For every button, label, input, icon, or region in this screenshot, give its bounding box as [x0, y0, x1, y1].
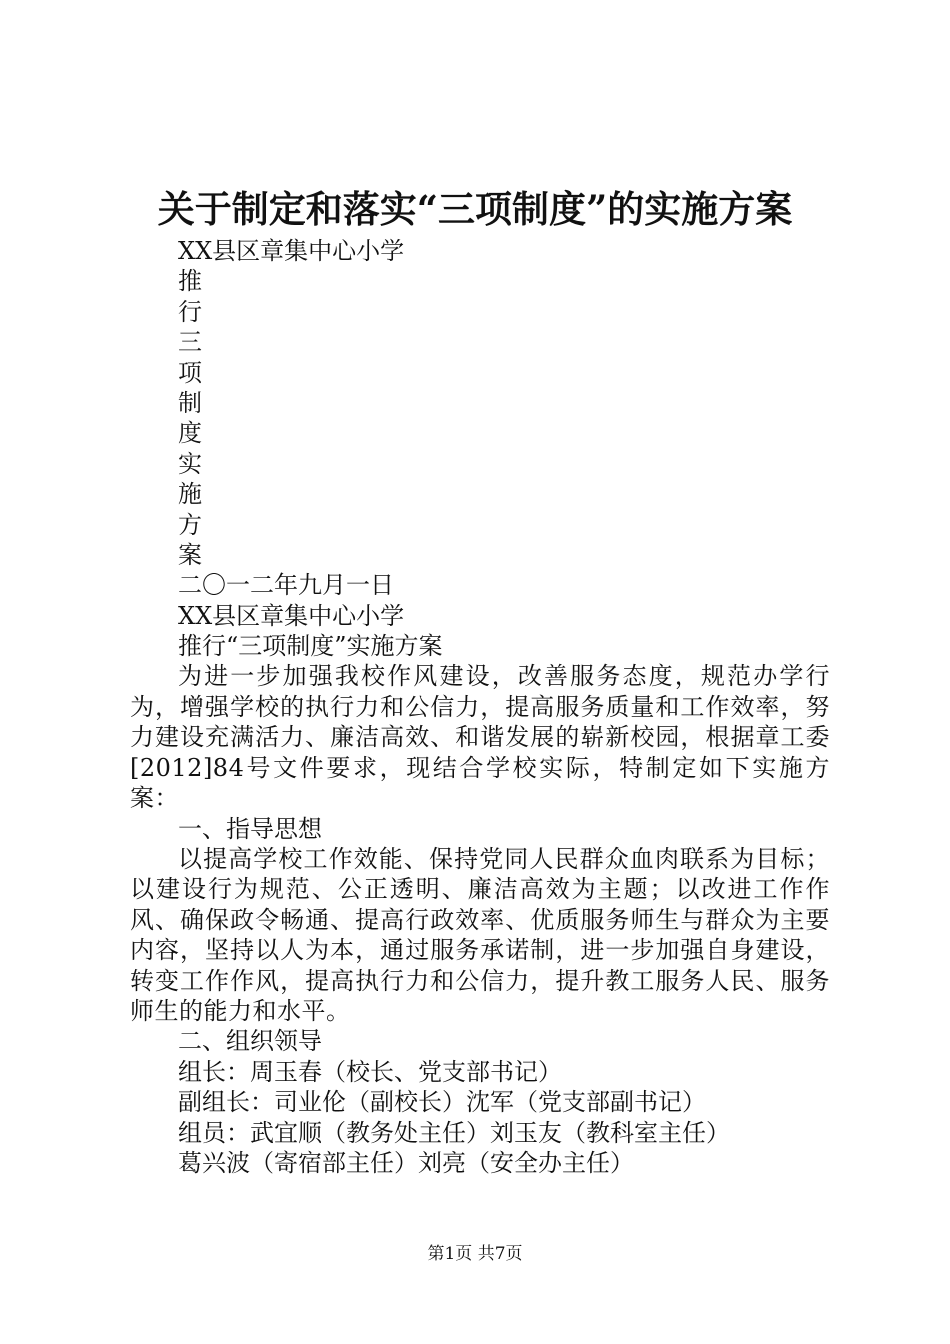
cover-line-char: 制 — [178, 388, 202, 417]
leader-line: 组长：周玉春（校长、党支部书记） — [178, 1057, 562, 1086]
cover-line-char: 案 — [178, 540, 202, 569]
cover-line-char: 三 — [178, 328, 202, 357]
section-heading: 二、组织领导 — [178, 1027, 322, 1056]
cover-line-char: 实 — [178, 449, 202, 478]
cover-line-char: 行 — [178, 297, 202, 326]
cover-line-char: 方 — [178, 510, 202, 539]
cover-line-char: 度 — [178, 419, 202, 448]
cover-line-char: 推 — [178, 267, 202, 296]
guiding-paragraph: 以提高学校工作效能、保持党同人民群众血肉联系为目标；以建设行为规范、公正透明、廉洁高效为主题；以改进工作作风、确保政令畅通、提高行政效率、优质服务师生与群众为主要内容，坚持以人为本，通过服务承诺制，进一步加强自身建设，转变工作作风，提高执行力和公信力，提升教工服务人民、服务师生的能力和水平。 — [130, 844, 830, 1025]
member-line: 葛兴波（寄宿部主任）刘亮（安全办主任） — [178, 1148, 634, 1177]
cover-line-school: XX县区章集中心小学 — [178, 237, 405, 265]
cover-line-char: 项 — [178, 358, 202, 387]
document-body — [130, 236, 830, 1178]
page-footer: 第1页 共7页 — [427, 1244, 523, 1264]
section-heading: 一、指导思想 — [178, 814, 322, 843]
member-line: 组员：武宜顺（教务处主任）刘玉友（教科室主任） — [178, 1118, 730, 1147]
cover-line-school: XX县区章集中心小学 — [178, 601, 405, 630]
cover-line-date: 二〇一二年九月一日 — [178, 571, 394, 600]
document-title: 关于制定和落实“三项制度”的实施方案 — [157, 187, 793, 231]
cover-line-subtitle: 推行“三项制度”实施方案 — [178, 632, 443, 661]
intro-paragraph: 为进一步加强我校作风建设，改善服务态度，规范办学行为，增强学校的执行力和公信力，提高服务质量和工作效率，努力建设充满活力、廉洁高效、和谐发展的崭新校园，根据章工委[2012]84号文件要求，现结合学校实际，特制定如下实施方案： — [130, 662, 830, 813]
cover-line-char: 施 — [178, 480, 202, 509]
deputy-leader-line: 副组长：司业伦（副校长）沈军（党支部副书记） — [178, 1088, 706, 1117]
